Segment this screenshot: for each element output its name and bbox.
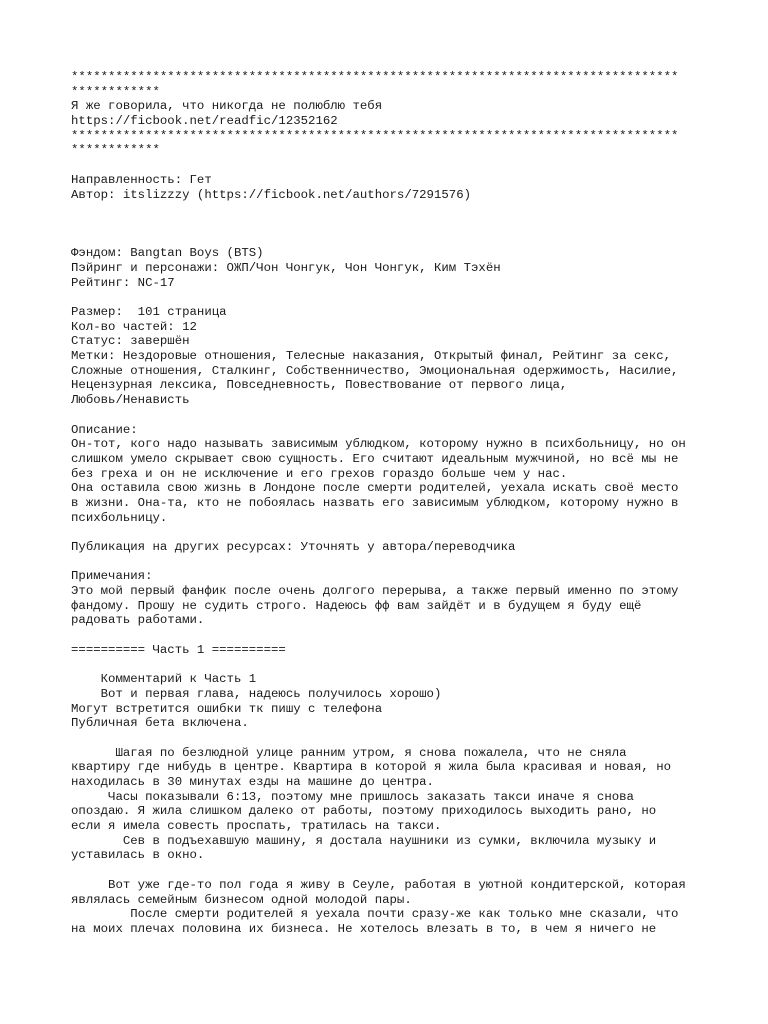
blank-line <box>71 628 711 643</box>
story-line: являлась семейным бизнесом одной молодой пары. <box>71 892 412 907</box>
status-field: Статус: завершён <box>71 334 190 349</box>
blank-line <box>71 408 711 423</box>
blank-line <box>71 658 711 673</box>
description-heading: Описание: <box>71 422 138 437</box>
story-line: на моих плечах половина их бизнеса. Не хотелось влезать в то, в чем я ничего не <box>71 921 657 936</box>
story-line: находилась в 30 минутах езды на машине до центра. <box>71 775 434 789</box>
size-field: Размер: 101 страница <box>71 305 227 319</box>
separator-line: ************ <box>71 84 160 99</box>
tags-line: Сложные отношения, Сталкинг, Собственничество, Эмоциональная одержимость, Насилие, <box>71 363 679 378</box>
fandom-field: Фэндом: Bangtan Boys (BTS) <box>71 246 264 261</box>
parts-count-field: Кол-во частей: 12 <box>71 319 197 334</box>
separator-line: ********************************************************************************** <box>71 70 679 84</box>
notes-line: Это мой первый фанфик после очень долгого перерыва, а также первый именно по этому <box>71 584 679 599</box>
fic-title: Я же говорила, что никогда не полюблю тебя <box>71 99 383 114</box>
tags-line: Метки: Нездоровые отношения, Телесные наказания, Открытый финал, Рейтинг за секс, <box>71 349 672 364</box>
blank-line <box>71 232 711 247</box>
notes-heading: Примечания: <box>71 569 153 584</box>
tags-line: Нецензурная лексика, Повседневность, Повествование от первого лица, <box>71 378 568 393</box>
description-line: слишком умело скрывает свою сущность. Его считают идеальным мужчиной, но всё мы не <box>71 451 679 466</box>
story-line: После смерти родителей я уехала почти сразу-же как только мне сказали, что <box>71 907 679 922</box>
blank-line <box>71 555 711 570</box>
story-line: квартиру где нибудь в центре. Квартира в которой я жила была красивая и новая, но <box>71 760 672 775</box>
chapter-comment-line: Публичная бета включена. <box>71 716 249 731</box>
description-line: Она оставила свою жизнь в Лондоне после смерти родителей, уехала искать своё место <box>71 481 679 496</box>
blank-line <box>71 731 711 746</box>
description-line: психбольницу. <box>71 510 168 525</box>
chapter-comment-line: Вот и первая глава, надеюсь получилось хорошо) <box>71 686 442 701</box>
separator-line: ********************************************************************************** <box>71 128 679 143</box>
author-field: Автор: itslizzzy (https://ficbook.net/authors/7291576) <box>71 187 472 202</box>
document-page <box>71 70 711 937</box>
notes-line: фандому. Прошу не судить строго. Надеюсь фф вам зайдёт и в будущем я буду ещё <box>71 598 642 613</box>
description-line: Он-тот, кого надо называть зависимым ублюдком, которому нужно в психбольницу, но он <box>71 437 686 452</box>
description-line: в жизни. Она-та, кто не побоялась назвать его зависимым ублюдком, которому нужно в <box>71 495 679 510</box>
chapter-comment-line: Могут встретится ошибки тк пишу с телефона <box>71 701 383 716</box>
direction-field: Направленность: Гет <box>71 172 212 187</box>
rating-field: Рейтинг: NC-17 <box>71 275 175 290</box>
story-line: опоздаю. Я жила слишком далеко от работы, поэтому приходилось выходить рано, но <box>71 804 657 819</box>
tags-line: Любовь/Ненависть <box>71 393 190 408</box>
story-line: Сев в подъехавшую машину, я достала наушники из сумки, включила музыку и <box>71 833 657 848</box>
chapter-heading: ========== Часть 1 ========== <box>71 642 286 657</box>
chapter-comment-line: Комментарий к Часть 1 <box>71 672 257 687</box>
pairing-field: Пэйринг и персонажи: ОЖП/Чон Чонгук, Чон Чонгук, Ким Тэхён <box>71 260 501 275</box>
blank-line <box>71 863 711 878</box>
blank-line <box>71 525 711 540</box>
story-line: Вот уже где-то пол года я живу в Сеуле, работая в уютной кондитерской, которая <box>71 877 686 892</box>
story-line: Часы показывали 6:13, поэтому мне пришлось заказать такси иначе я снова <box>71 789 634 804</box>
blank-line <box>71 290 711 305</box>
story-line: если я имела совесть проспать, тратилась на такси. <box>71 819 442 834</box>
story-line: уставилась в окно. <box>71 848 205 863</box>
notes-line: радовать работами. <box>71 613 205 628</box>
fic-url: https://ficbook.net/readfic/12352162 <box>71 114 338 129</box>
blank-line <box>71 202 711 217</box>
separator-line: ************ <box>71 143 160 158</box>
blank-line <box>71 158 711 173</box>
story-line: Шагая по безлюдной улице ранним утром, я снова пожалела, что не сняла <box>71 745 627 760</box>
blank-line <box>71 217 711 232</box>
publication-field: Публикация на других ресурсах: Уточнять у автора/переводчика <box>71 540 516 554</box>
description-line: без греха и он не исключение и его грехов гораздо больше чем у нас. <box>71 466 568 481</box>
